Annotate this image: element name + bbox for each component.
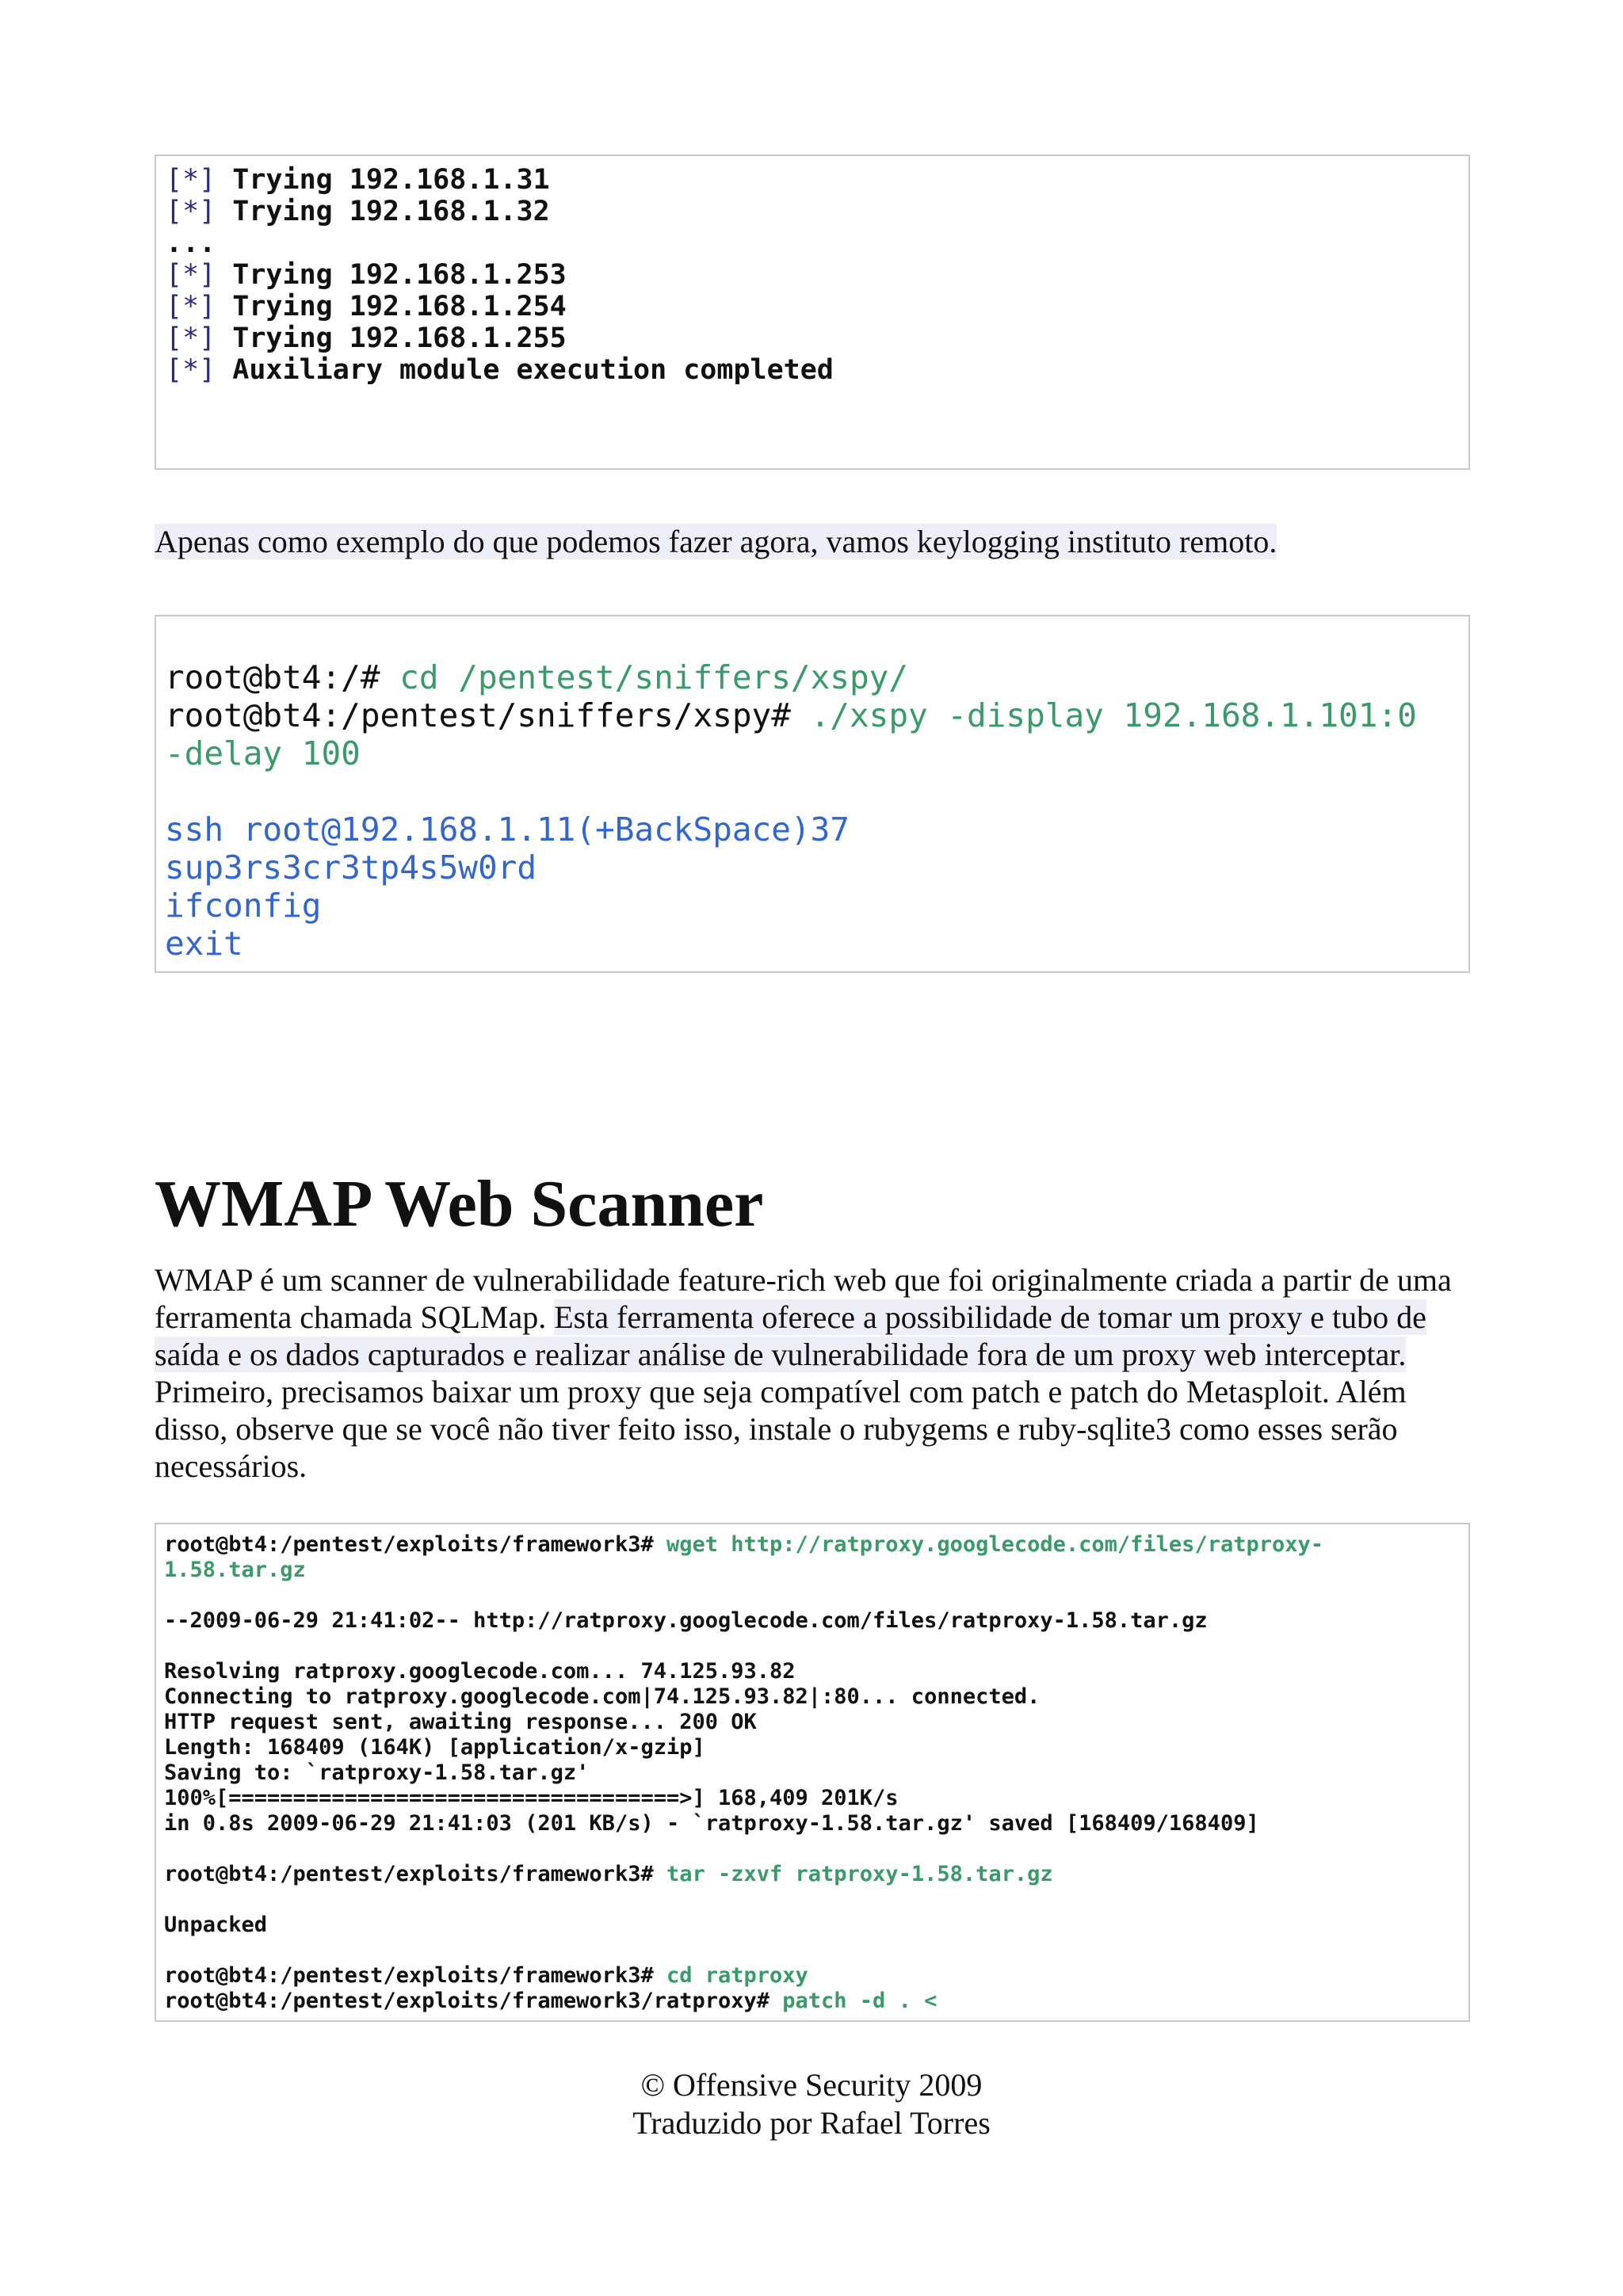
shell-prompt: root@bt4:/pentest/sniffers/xspy# <box>165 696 811 734</box>
blank-line <box>165 772 1468 810</box>
code-line <box>164 1963 1468 1989</box>
page-footer <box>0 2066 1623 2142</box>
status-marker: [*] <box>166 354 216 386</box>
status-marker: [*] <box>166 164 216 196</box>
shell-prompt: root@bt4:/pentest/exploits/framework3# <box>164 1532 666 1557</box>
status-marker: [*] <box>166 322 216 354</box>
blank-line <box>164 1836 1468 1862</box>
status-marker: [*] <box>166 259 216 291</box>
shell-prompt: root@bt4:/pentest/exploits/framework3# <box>164 1862 666 1886</box>
code-line: Saving to: `ratproxy-1.58.tar.gz' <box>164 1760 590 1785</box>
blank-line <box>164 1583 1468 1608</box>
code-text: Trying 192.168.1.254 <box>216 291 567 322</box>
code-line <box>165 734 1468 772</box>
translator-credit: Traduzido por Rafael Torres <box>632 2105 991 2141</box>
code-text: Trying 192.168.1.255 <box>216 322 567 354</box>
code-block-ratproxy <box>155 1523 1470 2022</box>
code-line: HTTP request sent, awaiting response... 200 OK <box>164 1710 757 1734</box>
wmap-paragraph <box>155 1261 1470 1485</box>
code-text: Trying 192.168.1.31 <box>216 164 550 196</box>
code-line <box>166 354 1468 386</box>
code-line: in 0.8s 2009-06-29 21:41:03 (201 KB/s) - `ratproxy-1.58.tar.gz' saved [168409/168409] <box>164 1811 1259 1836</box>
code-line: Resolving ratproxy.googlecode.com... 74.125.93.82 <box>164 1659 796 1684</box>
shell-command: -delay 100 <box>165 734 361 772</box>
code-line: --2009-06-29 21:41:02-- http://ratproxy.googlecode.com/files/ratproxy-1.58.tar.gz <box>164 1608 1208 1633</box>
code-line <box>166 164 1468 196</box>
captured-keystrokes: sup3rs3cr3tp4s5w0rd <box>165 849 537 887</box>
code-line <box>165 696 1468 734</box>
code-line: Unpacked <box>164 1913 268 1937</box>
shell-prompt: root@bt4:/pentest/exploits/framework3# <box>164 1963 666 1988</box>
code-line <box>166 291 1468 322</box>
code-line <box>164 1989 1468 2014</box>
code-line <box>165 658 1468 696</box>
blank-line <box>164 1938 1468 1963</box>
code-line <box>166 322 1468 354</box>
code-line: 100%[===================================>] 168,409 201K/s <box>164 1786 899 1810</box>
code-line: Connecting to ratproxy.googlecode.com|74.125.93.82|:80... connected. <box>164 1684 1041 1709</box>
blank-line <box>164 1634 1468 1659</box>
copyright-text: © Offensive Security 2009 <box>640 2067 983 2103</box>
status-marker: [*] <box>166 196 216 227</box>
shell-command: ./xspy -display 192.168.1.101:0 <box>810 696 1417 734</box>
shell-command: cd /pentest/sniffers/xspy/ <box>399 658 909 696</box>
code-line <box>164 1862 1468 1887</box>
paragraph-text: WMAP é um scanner de vulnerabilidade feature-rich web que foi originalmente criada a partir de uma ferramenta chamada SQLMap. <box>155 1262 1452 1335</box>
status-marker: [*] <box>166 291 216 322</box>
shell-prompt: root@bt4:/pentest/exploits/framework3/ratproxy# <box>164 1989 783 2013</box>
code-text: Trying 192.168.1.32 <box>216 196 550 227</box>
code-text: ... <box>166 227 216 259</box>
shell-command: cd ratproxy <box>666 1963 808 1988</box>
shell-command: tar -zxvf ratproxy-1.58.tar.gz <box>666 1862 1053 1886</box>
code-line: Length: 168409 (164K) [application/x-gzip] <box>164 1735 705 1760</box>
code-line <box>166 227 1468 259</box>
paragraph-text: Primeiro, precisamos baixar um proxy que seja compatível com patch e patch do Metasploit. Além disso, observe que se você não tiver feito isso, instale o rubygems e ruby-sqlite3 como esses serão necessários. <box>155 1374 1407 1484</box>
section-heading: WMAP Web Scanner <box>155 1167 764 1241</box>
captured-keystrokes: exit <box>165 925 243 963</box>
code-block-xspy <box>155 615 1470 973</box>
shell-command: patch -d . < <box>782 1989 938 2013</box>
blank-line <box>164 1887 1468 1913</box>
code-text: Auxiliary module execution completed <box>216 354 834 386</box>
shell-command: wget http://ratproxy.googlecode.com/files/ratproxy- <box>666 1532 1323 1557</box>
highlighted-text: Esta ferramenta oferece a possibilidade de tomar um proxy e tubo de saída e os dados capturados e realizar análise de vulnerabilidade fora de um proxy web interceptar. <box>155 1299 1426 1372</box>
code-text: Trying 192.168.1.253 <box>216 259 567 291</box>
code-line <box>166 259 1468 291</box>
intro-paragraph <box>155 523 1470 560</box>
captured-keystrokes: ssh root@192.168.1.11(+BackSpace)37 <box>165 810 850 849</box>
highlighted-text: Apenas como exemplo do que podemos fazer agora, vamos keylogging instituto remoto. <box>155 524 1277 559</box>
code-block-scan-output <box>155 154 1470 470</box>
code-line <box>164 1532 1468 1558</box>
captured-keystrokes: ifconfig <box>165 887 322 925</box>
shell-command: 1.58.tar.gz <box>164 1558 306 1582</box>
code-line <box>166 196 1468 227</box>
shell-prompt: root@bt4:/# <box>165 658 400 696</box>
